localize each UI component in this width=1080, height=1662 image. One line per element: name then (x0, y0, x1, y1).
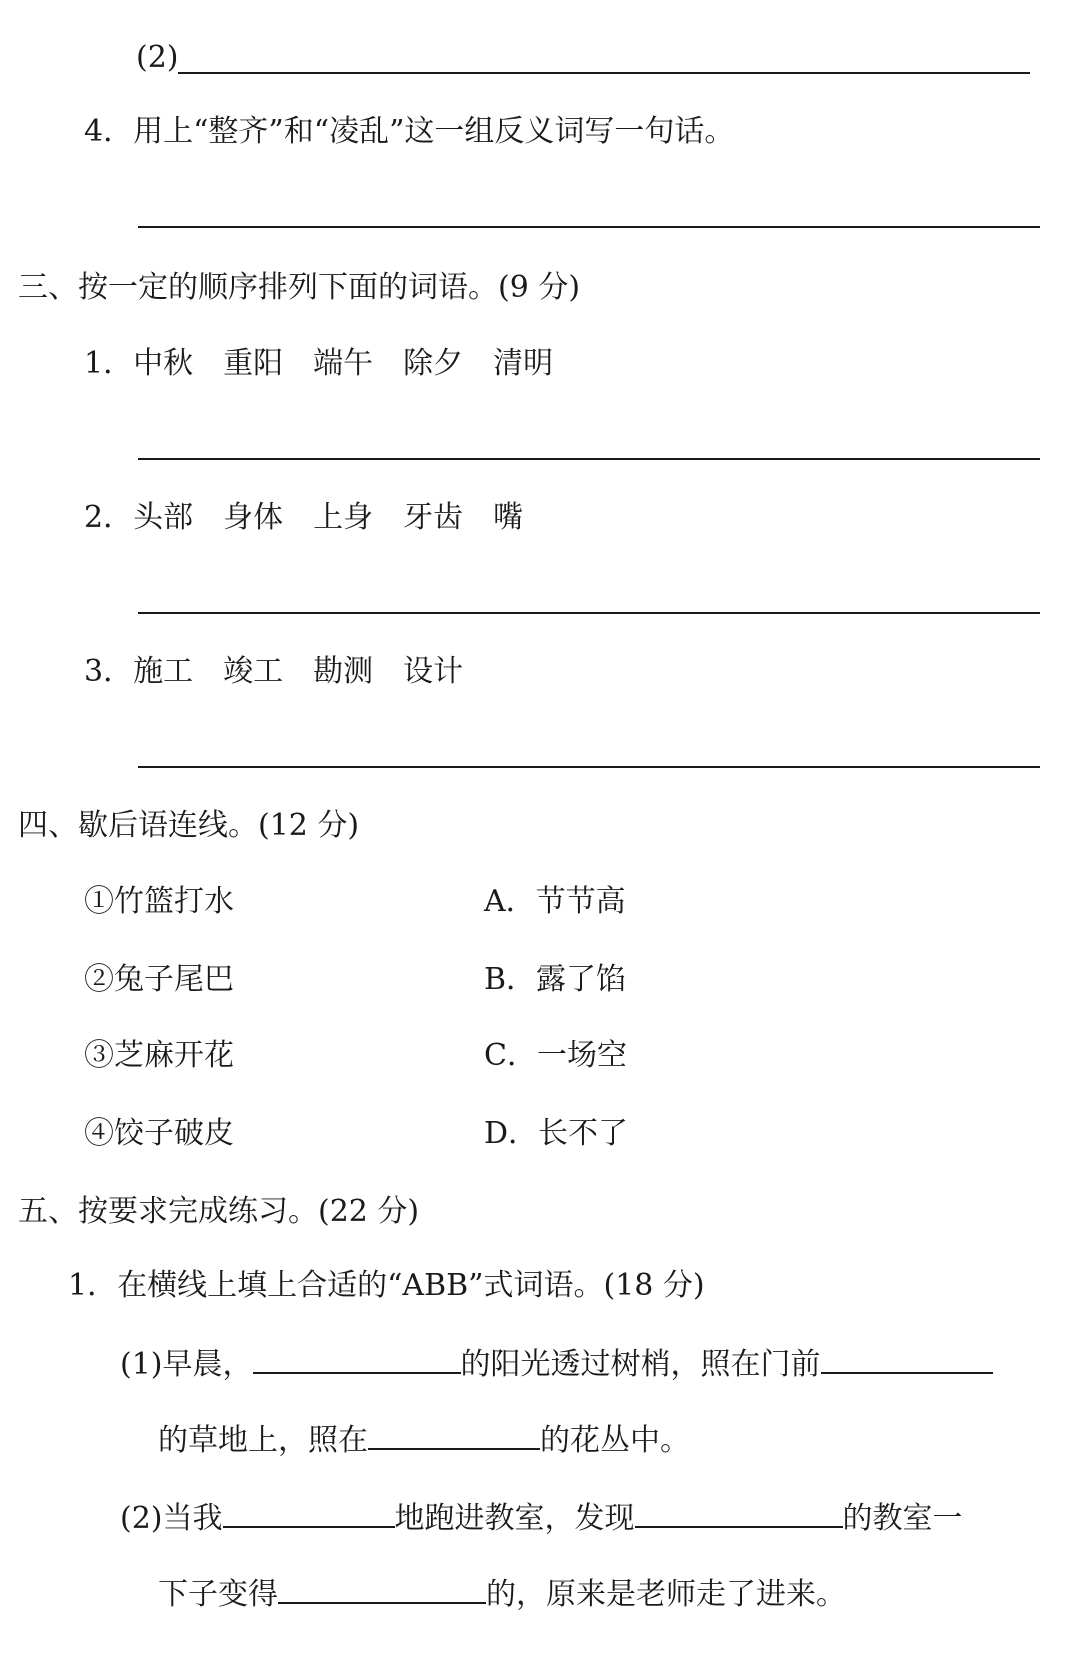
idiom-right-a[interactable]: A．节节高 (484, 884, 626, 919)
idiom-right-b[interactable]: B．露了馅 (484, 962, 627, 997)
blank-p1-1[interactable] (253, 1346, 461, 1374)
idiom-left-2[interactable]: ②兔子尾巴 (84, 962, 234, 997)
p2-text-e: 的，原来是老师走了进来。 (486, 1577, 846, 1612)
blank-p2-1[interactable] (223, 1500, 395, 1528)
section-3-item-3: 3．施工 竣工 勘测 设计 (84, 654, 464, 689)
item-2-label: (2) (136, 40, 179, 75)
blank-p2-3[interactable] (278, 1576, 486, 1604)
p1-text-a: (1)早晨， (120, 1347, 253, 1382)
fill-paragraph-2-line-2 (158, 1576, 846, 1613)
section-3-item-1: 1．中秋 重阳 端午 除夕 清明 (84, 346, 554, 381)
answer-line-s3-3[interactable] (138, 766, 1040, 768)
answer-line-q4[interactable] (138, 226, 1040, 228)
section-3-item-2: 2．头部 身体 上身 牙齿 嘴 (84, 500, 524, 535)
answer-line-s3-2[interactable] (138, 612, 1040, 614)
idiom-left-3[interactable]: ③芝麻开花 (84, 1038, 234, 1073)
p2-text-c: 的教室一 (842, 1501, 963, 1536)
p1-text-d: 的花丛中。 (540, 1423, 690, 1458)
idiom-left-4[interactable]: ④饺子破皮 (84, 1116, 234, 1151)
question-4: 4．用上“整齐”和“凌乱”这一组反义词写一句话。 (84, 114, 735, 149)
section-5-heading: 五、按要求完成练习。(22 分) (18, 1194, 420, 1229)
p2-text-b: 地跑进教室，发现 (394, 1501, 635, 1536)
idiom-right-c[interactable]: C．一场空 (484, 1038, 627, 1073)
fill-paragraph-1-line-1 (120, 1346, 993, 1383)
blank-p1-2[interactable] (821, 1346, 993, 1374)
section-5-q1: 1．在横线上填上合适的“ABB”式词语。(18 分) (68, 1268, 705, 1303)
answer-line-s3-1[interactable] (138, 458, 1040, 460)
section-4-heading: 四、歇后语连线。(12 分) (18, 808, 360, 843)
p1-text-c: 的草地上，照在 (158, 1423, 368, 1458)
idiom-right-d[interactable]: D．长不了 (484, 1116, 629, 1151)
fill-paragraph-2-line-1 (120, 1500, 963, 1537)
blank-p1-3[interactable] (368, 1422, 540, 1450)
p1-text-b: 的阳光透过树梢，照在门前 (460, 1347, 821, 1382)
p2-text-a: (2)当我 (120, 1501, 223, 1536)
idiom-left-1[interactable]: ①竹篮打水 (84, 884, 234, 919)
blank-p2-2[interactable] (635, 1500, 843, 1528)
fill-paragraph-1-line-2 (158, 1422, 690, 1459)
section-3-heading: 三、按一定的顺序排列下面的词语。(9 分) (18, 270, 581, 305)
answer-line-item-2[interactable] (178, 72, 1030, 74)
p2-text-d: 下子变得 (158, 1577, 278, 1612)
